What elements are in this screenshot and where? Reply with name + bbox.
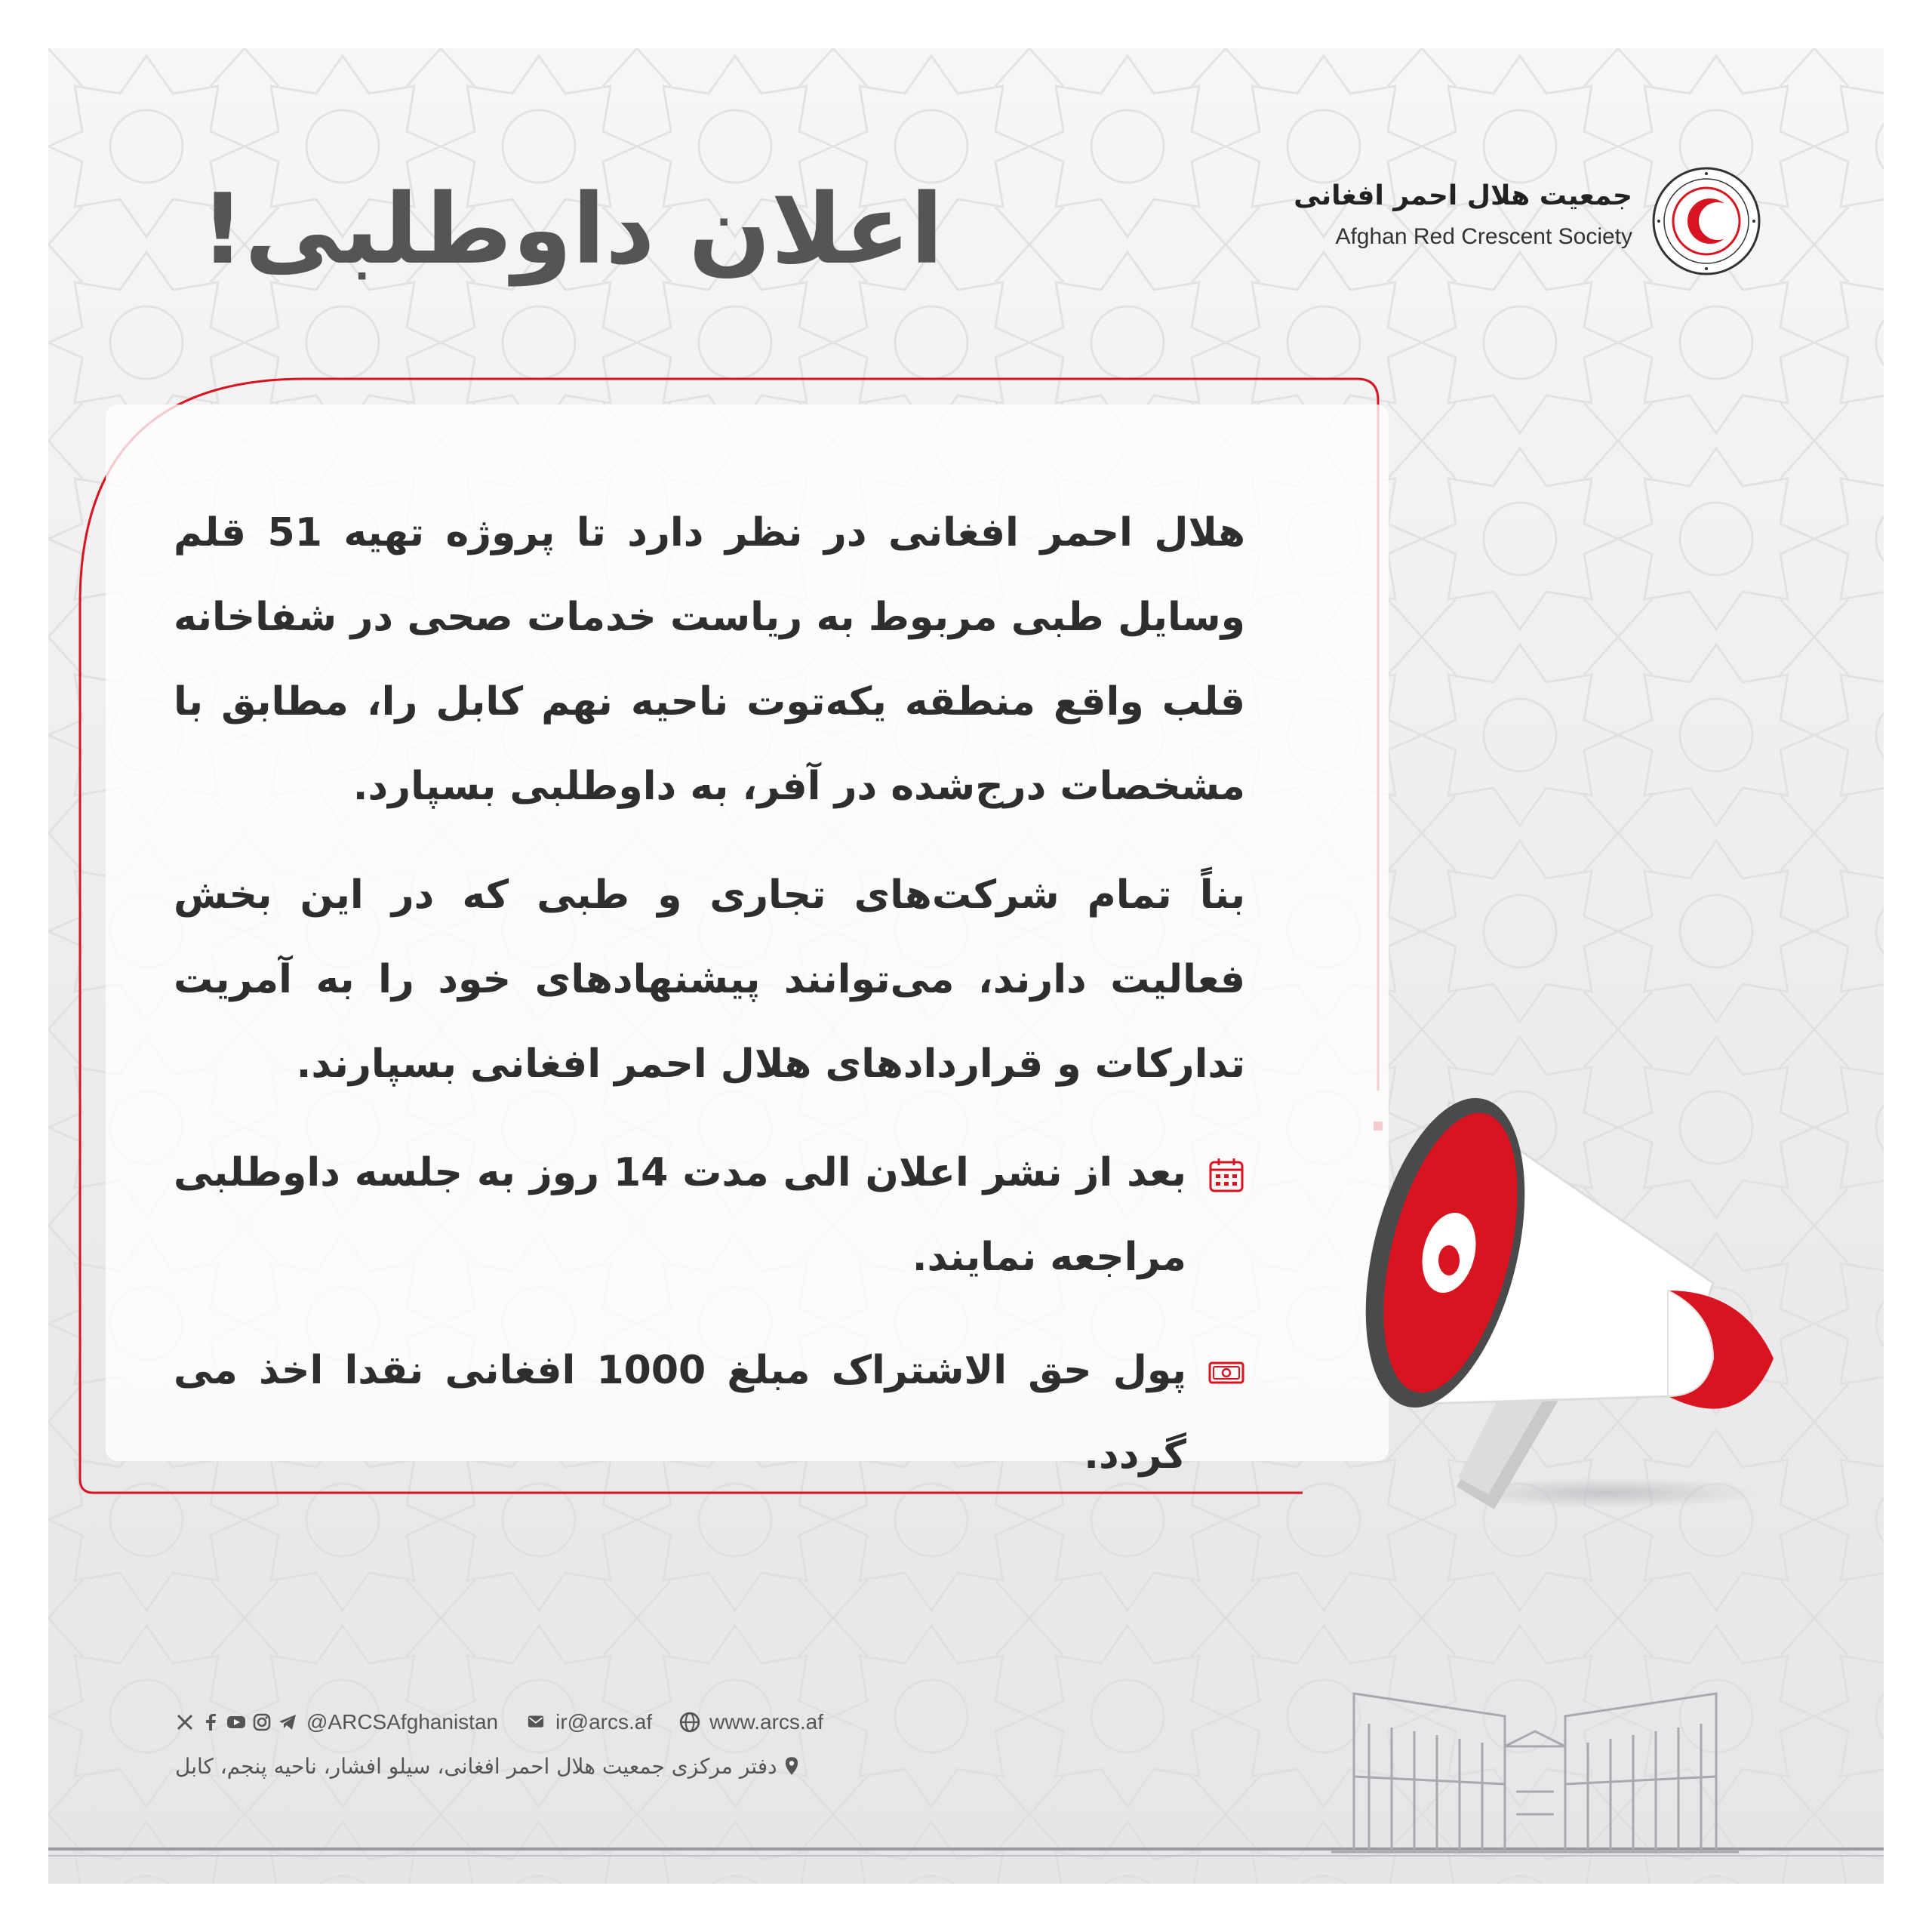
footer-address [175, 1749, 930, 1783]
location-pin-icon [785, 1756, 798, 1776]
organization-name-fa: جمعیت هلال احمر افغانی [1294, 180, 1632, 211]
announcement-body [174, 491, 1245, 1526]
website-url[interactable]: www.arcs.af [709, 1710, 824, 1734]
telegram-icon[interactable] [278, 1712, 297, 1732]
instagram-icon[interactable] [252, 1712, 272, 1732]
website-link[interactable] [679, 1710, 823, 1734]
social-icons [175, 1712, 297, 1732]
bullet-fee [174, 1328, 1245, 1497]
address-text: دفتر مرکزی جمعیت هلال احمر افغانی، سیلو افشار، ناحیه پنجم، کابل [175, 1753, 777, 1779]
x-icon[interactable] [175, 1712, 195, 1732]
megaphone-illustration-icon [1321, 1041, 1819, 1509]
facebook-icon[interactable] [201, 1712, 220, 1732]
youtube-icon[interactable] [226, 1712, 246, 1732]
organization-name [1291, 174, 1632, 255]
footer-contacts [175, 1706, 930, 1739]
organization-logo [1291, 165, 1781, 300]
paragraph-eligibility: بناً تمام شرکت‌های تجاری و طبی که در این بخش فعالیت دارند، می‌توانند پیشنهادهای خود را به آمریت تدارکات و قراردادهای هلال احمر افغانی بسپارند. [174, 872, 1245, 1087]
bullet-deadline [174, 1131, 1245, 1300]
email-link[interactable] [525, 1710, 652, 1734]
bullet-fee-text: پول حق الاشتراک مبلغ 1000 افغانی نقدا اخذ می گردد. [174, 1348, 1186, 1478]
calendar-icon [1208, 1156, 1245, 1194]
page-title: اعلان داوطلبی! [200, 174, 943, 286]
paragraph-intro: هلال احمر افغانی در نظر دارد تا پروژه تهیه 51 قلم وسایل طبی مربوط به ریاست خدمات صحی در شفاخانه قلب واقع منطقه یکه‌توت ناحیه نهم کابل را، مطابق با مشخصات درج‌شده در آفر، به داوطلبی بسپارد. [174, 510, 1245, 809]
bullet-deadline-text: بعد از نشر اعلان الی مدت 14 روز به جلسه داوطلبی مراجعه نمایند. [174, 1150, 1186, 1280]
email-address[interactable]: ir@arcs.af [555, 1710, 653, 1734]
envelope-icon [525, 1714, 546, 1730]
red-crescent-emblem-icon [1650, 165, 1763, 278]
money-icon [1208, 1354, 1245, 1392]
social-handle[interactable]: @ARCSAfghanistan [306, 1710, 499, 1734]
headquarters-building-illustration [1324, 1663, 1746, 1867]
organization-name-en: Afghan Red Crescent Society [1335, 224, 1632, 249]
globe-icon [679, 1712, 700, 1733]
social-links [175, 1710, 498, 1734]
